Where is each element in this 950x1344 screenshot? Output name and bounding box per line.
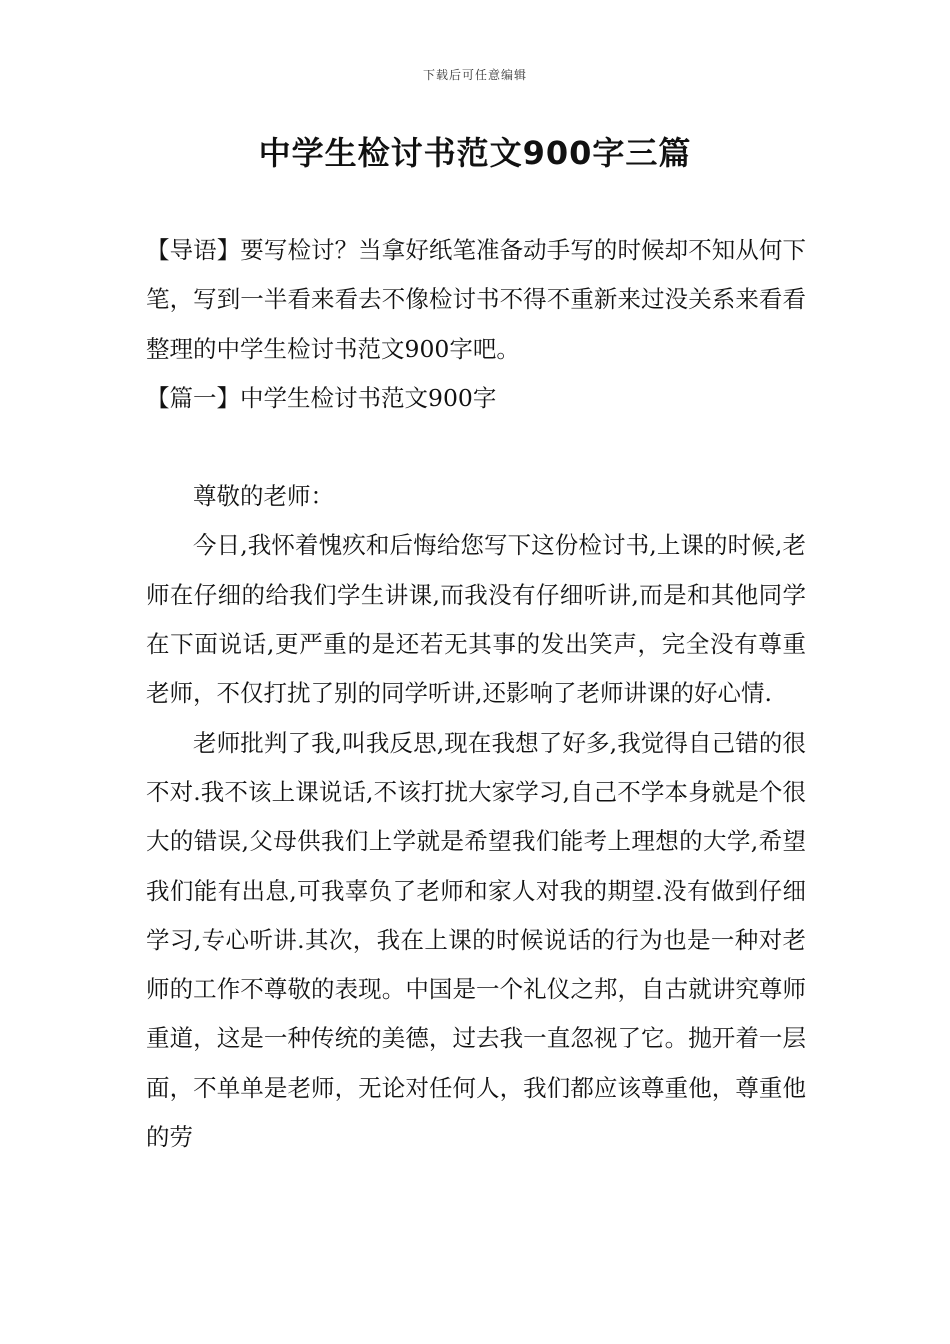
- salutation: 尊敬的老师：: [193, 482, 334, 511]
- document-title: 中学生检讨书范文900字三篇: [258, 134, 692, 172]
- body-paragraph-1: 今日,我怀着愧疚和后悔给您写下这份检讨书,上课的时候,老师在仔细的给我们学生讲课,而我没有仔细听讲,而是和其他同学在下面说话,更严重的是还若无其事的发出笑声，完全没有尊重老师，不仅打扰了别的同学听讲,还影响了老师讲课的好心情.: [146, 531, 806, 708]
- section-heading: 【篇一】中学生检讨书范文900字: [146, 383, 497, 412]
- document-body: [146, 226, 806, 1162]
- intro-paragraph: 【导语】要写检讨？当拿好纸笔准备动手写的时候却不知从何下笔，写到一半看来看去不像检讨书不得不重新来过没关系来看看整理的中学生检讨书范文900字吧。: [146, 236, 806, 363]
- header-note: 下载后可任意编辑: [422, 68, 527, 82]
- section-spacer: [146, 423, 806, 472]
- body-paragraph-2: 老师批判了我,叫我反思,现在我想了好多,我觉得自己错的很不对.我不该上课说话,不该打扰大家学习,自己不学本身就是个很大的错误,父母供我们上学就是希望我们能考上理想的大学,希望我们能有出息,可我辜负了老师和家人对我的期望.没有做到仔细学习,专心听讲.其次，我在上课的时候说话的行为也是一种对老师的工作不尊敬的表现。中国是一个礼仪之邦，自古就讲究尊师重道，这是一种传统的美德，过去我一直忽视了它。抛开着一层面，不单单是老师，无论对任何人，我们都应该尊重他，尊重他的劳: [146, 728, 806, 1152]
